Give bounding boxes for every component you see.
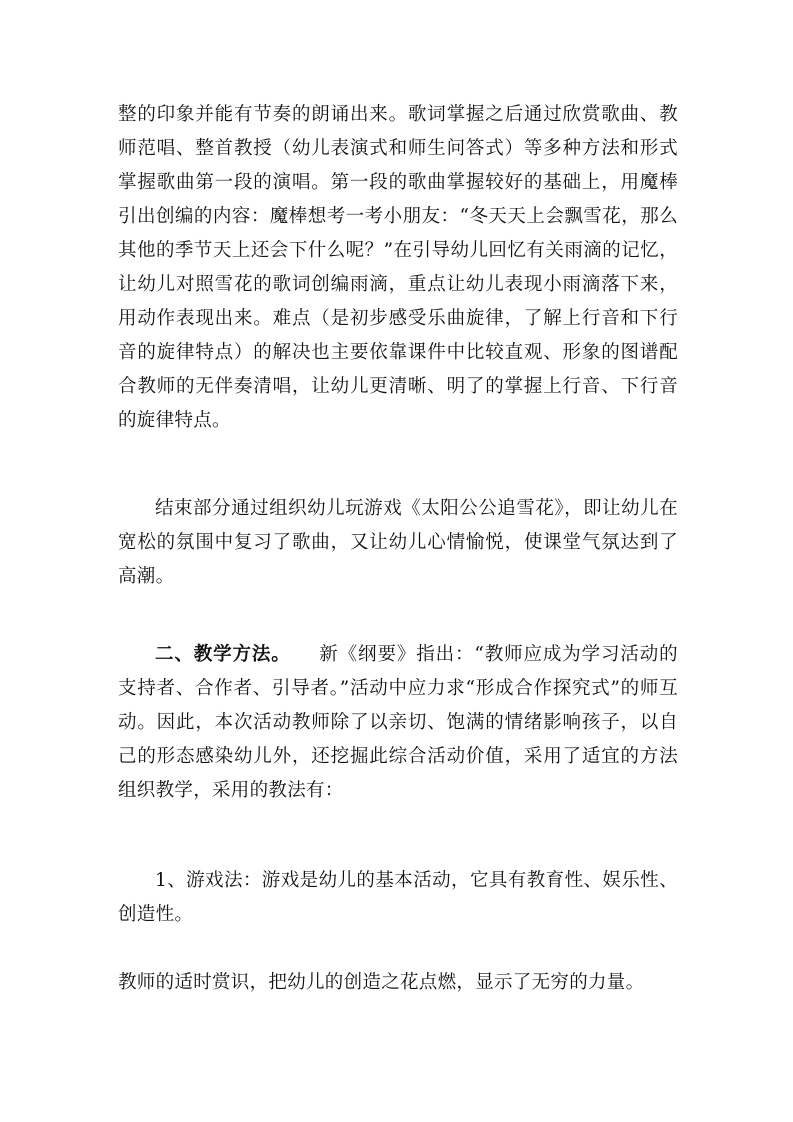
paragraph-lesson-process: 整的印象并能有节奏的朗诵出来。歌词掌握之后通过欣赏歌曲、教师范唱、整首教授（幼儿表演式和师生问答式）等多种方法和形式掌握歌曲第一段的演唱。第一段的歌曲掌握较好的基础上，用魔棒引出创编的内容：魔棒想考一考小朋友：“冬天天上会飘雪花，那么其他的季节天上还会下什么呢？”在引导幼儿回忆有关雨滴的记忆，让幼儿对照雪花的歌词创编雨滴，重点让幼儿表现小雨滴落下来，用动作表现出来。难点（是初步感受乐曲旋律，了解上行音和下行音的旋律特点）的解决也主要依靠课件中比较直观、形象的图谱配合教师的无伴奏清唱，让幼儿更清晰、明了的掌握上行音、下行音的旋律特点。 [118, 104, 678, 431]
paragraph-ending-game: 结束部分通过组织幼儿玩游戏《太阳公公追雪花》，即让幼儿在宽松的氛围中复习了歌曲，又让幼儿心情愉悦，使课堂气氛达到了高潮。 [118, 498, 678, 587]
paragraph-teaching-methods [118, 638, 678, 808]
section-heading-teaching-methods: 二、教学方法。 [155, 644, 291, 665]
paragraph-game-method: 1、游戏法：游戏是幼儿的基本活动，它具有教育性、娱乐性、创造性。 [118, 870, 678, 925]
paragraph-teacher-appreciation: 教师的适时赏识，把幼儿的创造之花点燃，显示了无穷的力量。 [118, 972, 645, 993]
teaching-methods-body: 新《纲要》指出：“教师应成为学习活动的支持者、合作者、引导者。”活动中应力求“形成合作探究式”的师互动。因此，本次活动教师除了以亲切、饱满的情绪影响孩子，以自己的形态感染幼儿外，还挖掘此综合活动价值，采用了适宜的方法组织教学，采用的教法有： [118, 644, 678, 801]
